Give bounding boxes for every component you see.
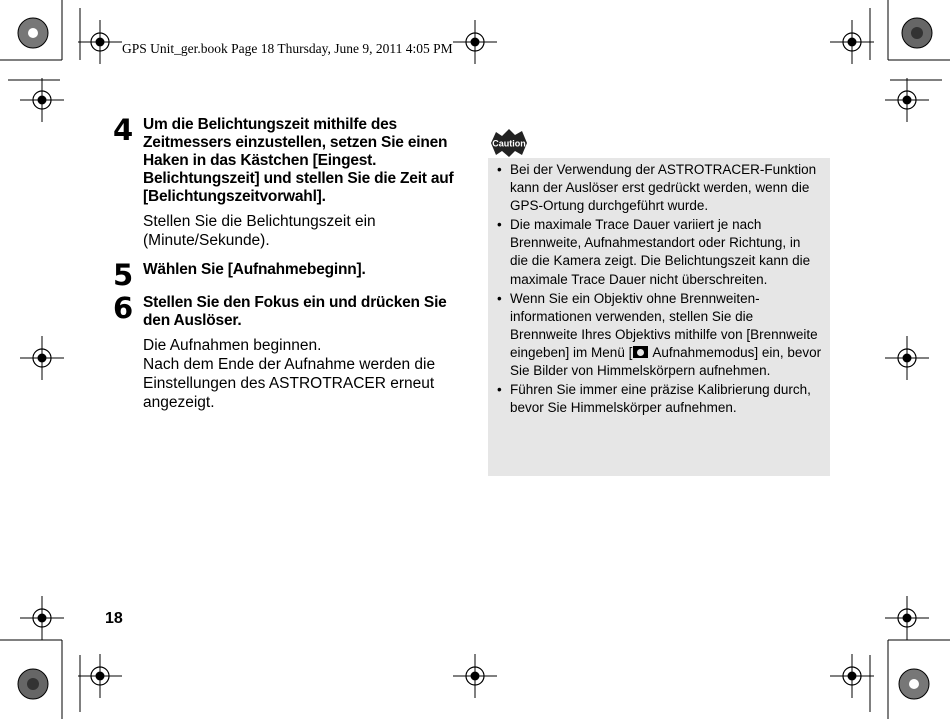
caution-item [494, 216, 822, 288]
step-heading: Wählen Sie [Aufnahmebeginn]. [143, 261, 366, 278]
caution-item-text: Aufnahmemodus] ein, bevor Sie Bilder von Himmelskörpern aufnehmen. [510, 344, 822, 379]
step-6 [113, 291, 473, 412]
step-body [143, 212, 473, 250]
step-number: 5 [113, 258, 134, 292]
bullet-icon: • [497, 290, 502, 306]
caution-item-text: Wenn Sie ein Objektiv ohne Brennweiten-informationen verwenden, stellen Sie die Brennweite Ihres Objektivs mithilfe von [Brennweite eingeben] im Menü [ [510, 290, 818, 360]
step-body-text: Die Aufnahmen beginnen. [143, 337, 322, 354]
print-header: GPS Unit_ger.book Page 18 Thursday, June 9, 2011 4:05 PM [122, 41, 453, 56]
bullet-icon: • [497, 162, 502, 177]
caution-icon [489, 128, 529, 158]
bullet-icon: • [497, 217, 502, 233]
caution-list [488, 158, 830, 417]
caution-label: Caution [492, 138, 526, 149]
page-number: 18 [105, 610, 123, 627]
step-5 [113, 258, 473, 292]
caution-item-text: Führen Sie immer eine präzise Kalibrierung durch, bevor Sie Himmelskörper aufnehmen. [510, 382, 811, 416]
camera-icon [633, 346, 648, 358]
step-body-text: Stellen Sie die Belichtungszeit ein (Minute/Sekunde). [143, 213, 376, 249]
step-body-text: Nach dem Ende der Aufnahme werden die Einstellungen des ASTROTRACER erneut angezeigt. [143, 356, 436, 411]
step-number: 6 [113, 291, 134, 325]
bullet-icon: • [497, 382, 502, 398]
caution-item-text: Die maximale Trace Dauer variiert je nach Brennweite, Aufnahmestandort oder Richtung, in die die Kamera zeigt. Die Belichtungszeit kann die maximale Trace Dauer nicht überschreiten. [510, 217, 811, 287]
step-body [143, 336, 473, 412]
step-heading: Stellen Sie den Fokus ein und drücken Sie den Auslöser. [143, 294, 447, 329]
step-number: 4 [113, 113, 134, 147]
caution-item [494, 161, 822, 215]
step-heading: Um die Belichtungszeit mithilfe des Zeitmessers einzustellen, setzen Sie einen Haken in das Kästchen [Eingest. Belichtungszeit] und stellen Sie die Zeit auf [Belichtungszeitvorwahl]. [143, 116, 454, 205]
caution-item [494, 381, 822, 417]
caution-item [494, 290, 822, 380]
caution-item-text: Bei der Verwendung der ASTROTRACER-Funktion kann der Auslöser erst gedrückt werden, wenn die GPS-Ortung durchgeführt wurde. [510, 162, 817, 214]
caution-box [488, 158, 830, 476]
step-4 [113, 113, 473, 250]
